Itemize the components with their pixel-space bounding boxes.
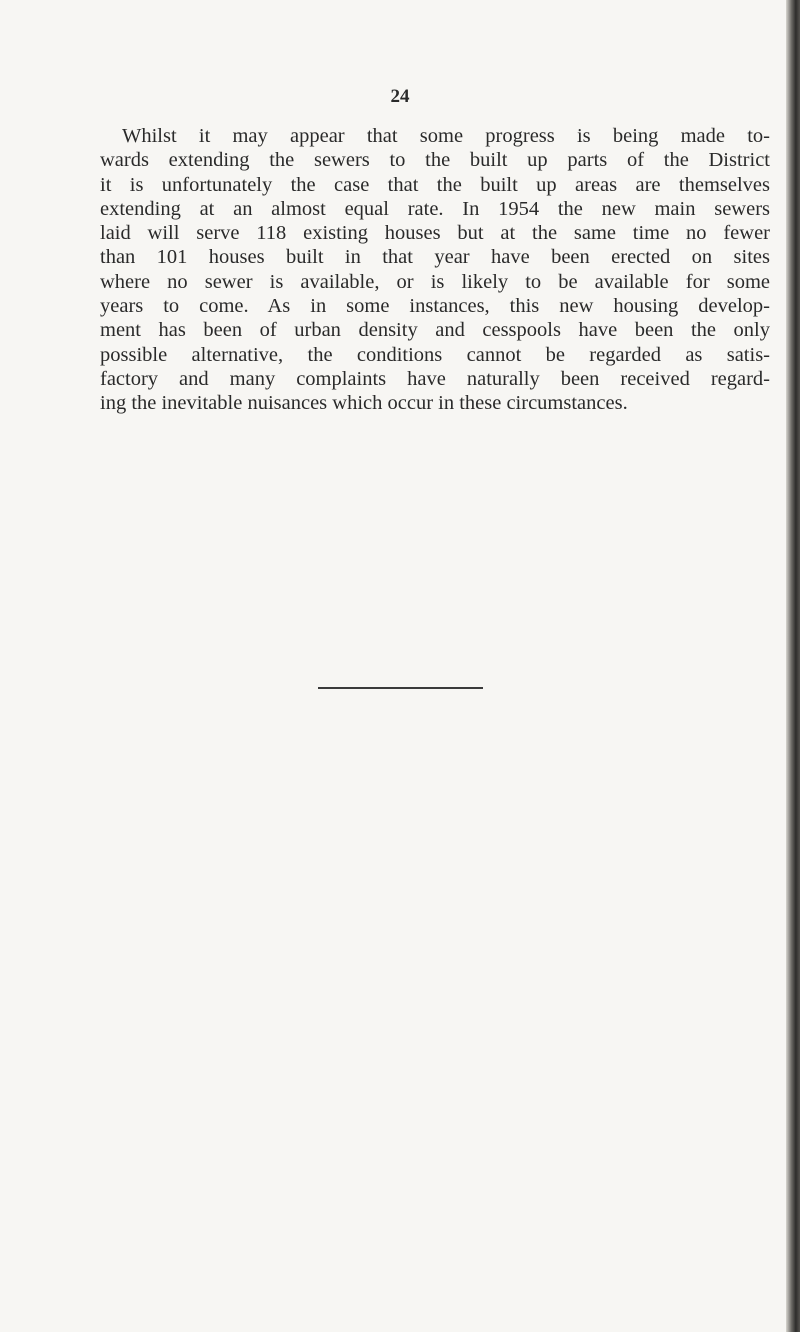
text-line: ment has been of urban density and cesspools have been the only: [100, 319, 770, 342]
section-divider: [318, 687, 483, 689]
text-line: wards extending the sewers to the built up parts of the District: [100, 149, 770, 172]
text-line: it is unfortunately the case that the built up areas are themselves: [100, 173, 770, 196]
text-line: ing the inevitable nuisances which occur in these circumstances.: [100, 392, 628, 415]
page-number: 24: [390, 86, 410, 107]
text-line: extending at an almost equal rate. In 1954 the new main sewers: [100, 197, 770, 220]
text-line: than 101 houses built in that year have been erected on sites: [100, 246, 770, 269]
page-binding-edge: [786, 0, 800, 1332]
text-line: years to come. As in some instances, this new housing develop-: [100, 295, 770, 318]
text-line: laid will serve 118 existing houses but at the same time no fewer: [100, 222, 770, 245]
text-line: possible alternative, the conditions cannot be regarded as satis-: [100, 343, 770, 366]
body-paragraph: [100, 124, 770, 416]
text-line: where no sewer is available, or is likely to be available for some: [100, 270, 770, 293]
text-line: factory and many complaints have naturally been received regard-: [100, 367, 770, 390]
text-line: Whilst it may appear that some progress is being made to-: [122, 125, 770, 147]
